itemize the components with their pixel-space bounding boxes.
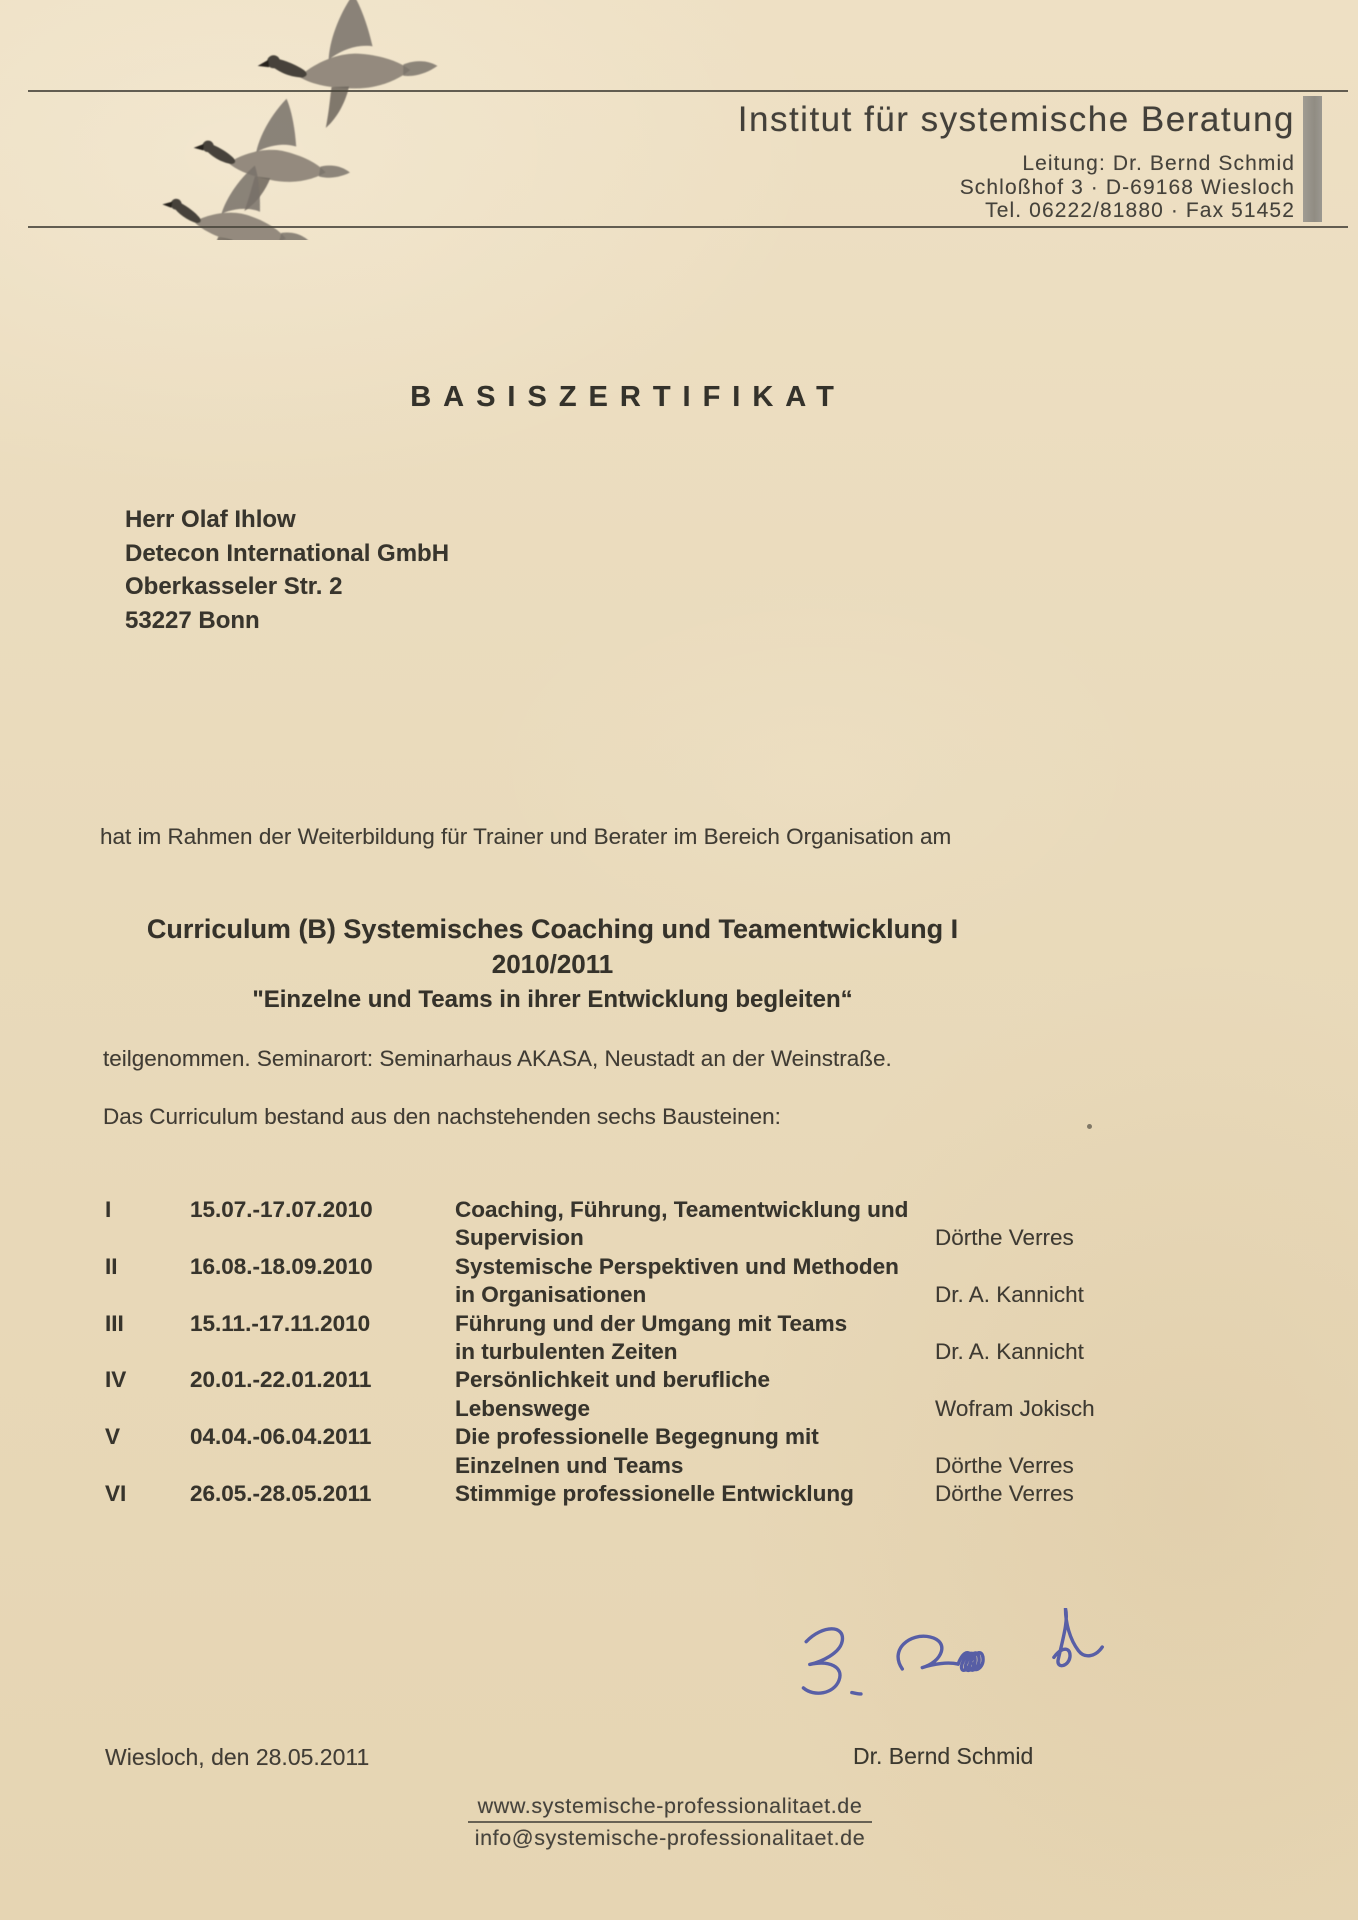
module-trainer: Dörthe Verres bbox=[935, 1480, 1074, 1506]
header-rule-bottom bbox=[28, 226, 1348, 228]
module-row-line bbox=[105, 1196, 1125, 1224]
module-date: 20.01.-22.01.2011 bbox=[190, 1367, 372, 1393]
module-numeral: IV bbox=[105, 1367, 127, 1393]
module-date: 26.05.-28.05.2011 bbox=[190, 1480, 372, 1506]
module-topic: in turbulenten Zeiten bbox=[455, 1338, 678, 1364]
footer-divider bbox=[468, 1821, 872, 1823]
module-date: 15.07.-17.07.2010 bbox=[190, 1197, 373, 1222]
recipient-address-block bbox=[125, 503, 449, 637]
module-topic: Einzelnen und Teams bbox=[455, 1452, 684, 1478]
module-date bbox=[190, 1281, 455, 1309]
modules-table bbox=[105, 1196, 1125, 1508]
module-topic: Coaching, Führung, Teamentwicklung und bbox=[455, 1197, 909, 1222]
paper-speck bbox=[1087, 1124, 1092, 1129]
institute-name: Institut für systemische Beratung bbox=[737, 100, 1295, 139]
recipient-company: Detecon International GmbH bbox=[125, 539, 450, 567]
header-accent-bar bbox=[1303, 96, 1322, 222]
curriculum-years: 2010/2011 bbox=[491, 949, 614, 979]
module-row-line bbox=[105, 1366, 1125, 1394]
module-numeral: II bbox=[105, 1253, 118, 1279]
module-date: 16.08.-18.09.2010 bbox=[190, 1253, 373, 1279]
module-trainer: Dörthe Verres bbox=[935, 1225, 1074, 1251]
module-numeral: V bbox=[105, 1424, 121, 1450]
curriculum-motto: "Einzelne und Teams in ihrer Entwicklung begleiten“ bbox=[252, 986, 853, 1013]
header-address-line: Schloßhof 3 · D-69168 Wiesloch bbox=[959, 175, 1295, 199]
signature-handwriting bbox=[770, 1608, 1120, 1718]
curriculum-title: Curriculum (B) Systemisches Coaching und Teamentwicklung I bbox=[146, 914, 959, 944]
footer-contact-block bbox=[455, 1793, 885, 1851]
module-row-line bbox=[105, 1452, 1125, 1480]
module-row-line bbox=[105, 1224, 1125, 1252]
module-row-line bbox=[105, 1395, 1125, 1423]
module-topic: Führung und der Umgang mit Teams bbox=[455, 1310, 848, 1336]
module-numeral: III bbox=[105, 1310, 124, 1336]
module-numeral: I bbox=[105, 1197, 112, 1222]
intro-paragraph: hat im Rahmen der Weiterbildung für Trainer und Berater im Bereich Organisation am bbox=[100, 824, 952, 849]
modules-intro-paragraph: Das Curriculum bestand aus den nachstehenden sechs Bausteinen: bbox=[103, 1104, 781, 1129]
module-date bbox=[190, 1395, 455, 1423]
certificate-title: BASISZERTIFIKAT bbox=[410, 381, 846, 413]
module-numeral bbox=[105, 1338, 190, 1366]
module-numeral: VI bbox=[105, 1480, 127, 1506]
module-topic: in Organisationen bbox=[455, 1282, 647, 1308]
module-trainer bbox=[935, 1366, 1125, 1394]
module-numeral bbox=[105, 1224, 190, 1252]
signatory-name: Dr. Bernd Schmid bbox=[853, 1743, 1034, 1769]
website-url: www.systemische-professionalitaet.de bbox=[477, 1794, 863, 1818]
module-trainer: Dr. A. Kannicht bbox=[935, 1282, 1084, 1308]
module-numeral bbox=[105, 1452, 190, 1480]
module-trainer: Wofram Jokisch bbox=[935, 1395, 1095, 1421]
module-numeral bbox=[105, 1281, 190, 1309]
module-row-line bbox=[105, 1480, 1125, 1508]
email-address: info@systemische-professionalitaet.de bbox=[474, 1826, 866, 1850]
recipient-street: Oberkasseler Str. 2 bbox=[125, 573, 343, 600]
module-topic: Die professionelle Begegnung mit bbox=[455, 1424, 819, 1450]
module-row-line bbox=[105, 1253, 1125, 1281]
module-row-line bbox=[105, 1281, 1125, 1309]
place-date: Wiesloch, den 28.05.2011 bbox=[105, 1744, 370, 1770]
module-trainer: Dörthe Verres bbox=[935, 1452, 1074, 1478]
module-topic: Supervision bbox=[455, 1225, 584, 1251]
module-date bbox=[190, 1224, 455, 1252]
module-topic: Persönlichkeit und berufliche bbox=[455, 1367, 771, 1393]
recipient-name: Herr Olaf Ihlow bbox=[125, 506, 296, 533]
header-rule-top bbox=[28, 90, 1348, 92]
module-topic: Lebenswege bbox=[455, 1395, 591, 1421]
module-numeral bbox=[105, 1395, 190, 1423]
participation-paragraph: teilgenommen. Seminarort: Seminarhaus AKASA, Neustadt an der Weinstraße. bbox=[103, 1046, 892, 1071]
module-date bbox=[190, 1338, 455, 1366]
module-row-line bbox=[105, 1423, 1125, 1451]
module-trainer: Dr. A. Kannicht bbox=[935, 1338, 1084, 1364]
module-date bbox=[190, 1452, 455, 1480]
module-topic: Systemische Perspektiven und Methoden bbox=[455, 1253, 899, 1279]
module-trainer bbox=[935, 1253, 1125, 1281]
module-topic: Stimmige professionelle Entwicklung bbox=[455, 1480, 854, 1506]
header-phone-line: Tel. 06222/81880 · Fax 51452 bbox=[985, 199, 1295, 222]
header-leitung-line: Leitung: Dr. Bernd Schmid bbox=[1022, 152, 1295, 175]
flying-geese-logo bbox=[96, 0, 516, 240]
module-row-line bbox=[105, 1338, 1125, 1366]
module-trainer bbox=[935, 1423, 1125, 1451]
module-trainer bbox=[935, 1310, 1125, 1338]
module-trainer bbox=[935, 1196, 1125, 1224]
module-row-line bbox=[105, 1310, 1125, 1338]
module-date: 15.11.-17.11.2010 bbox=[190, 1310, 371, 1336]
module-date: 04.04.-06.04.2011 bbox=[190, 1424, 372, 1450]
recipient-city: 53227 Bonn bbox=[125, 606, 260, 634]
curriculum-title-block bbox=[95, 912, 1010, 1018]
